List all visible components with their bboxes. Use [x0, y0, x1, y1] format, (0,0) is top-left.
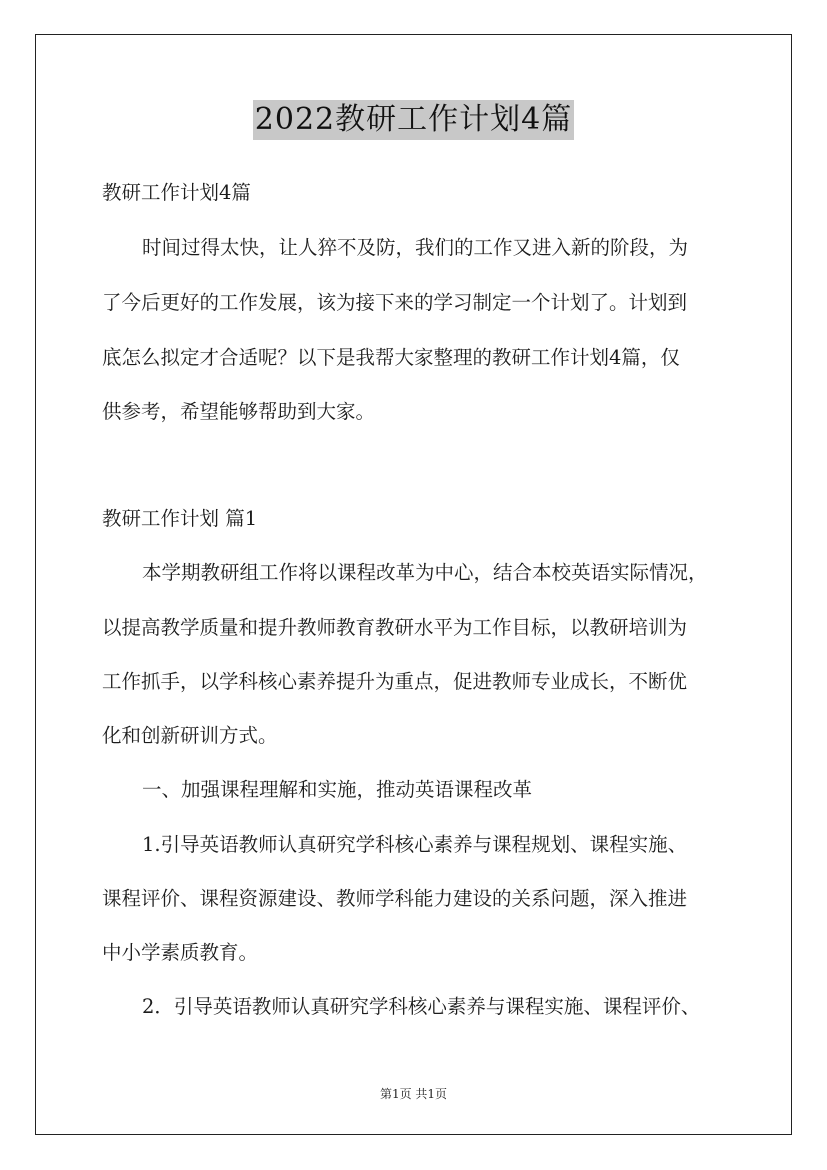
subtitle: 教研工作计划4篇	[102, 181, 251, 204]
intro-line-4: 供参考，希望能够帮助到大家。	[102, 400, 376, 423]
point-1-line-2: 课程评价、课程资源建设、教师学科能力建设的关系问题，深入推进	[102, 887, 688, 910]
point-heading: 一、加强课程理解和实施，推动英语课程改革	[142, 778, 533, 801]
paragraph-line-1: 本学期教研组工作将以课程改革为中心，结合本校英语实际情况，	[142, 561, 708, 584]
section-heading: 教研工作计划 篇1	[102, 507, 258, 530]
intro-line-3: 底怎么拟定才合适呢？以下是我帮大家整理的教研工作计划4篇，仅	[102, 346, 680, 369]
point-2-line-1: 2．引导英语教师认真研究学科核心素养与课程实施、课程评价、	[142, 995, 701, 1018]
document-title: 2022教研工作计划4篇	[253, 100, 574, 140]
page-footer: 第1页 共1页	[379, 1087, 448, 1101]
paragraph-line-4: 化和创新研训方式。	[102, 724, 278, 747]
paragraph-line-2: 以提高教学质量和提升教师教育教研水平为工作目标，以教研培训为	[102, 616, 688, 639]
intro-line-2: 了今后更好的工作发展，该为接下来的学习制定一个计划了。计划到	[102, 291, 688, 314]
intro-line-1: 时间过得太快，让人猝不及防，我们的工作又进入新的阶段，为	[142, 236, 689, 259]
title-container	[0, 100, 827, 140]
point-1-line-1: 1.引导英语教师认真研究学科核心素养与课程规划、课程实施、	[142, 833, 688, 856]
paragraph-line-3: 工作抓手，以学科核心素养提升为重点，促进教师专业成长，不断优	[102, 670, 688, 693]
point-1-line-3: 中小学素质教育。	[102, 941, 259, 964]
